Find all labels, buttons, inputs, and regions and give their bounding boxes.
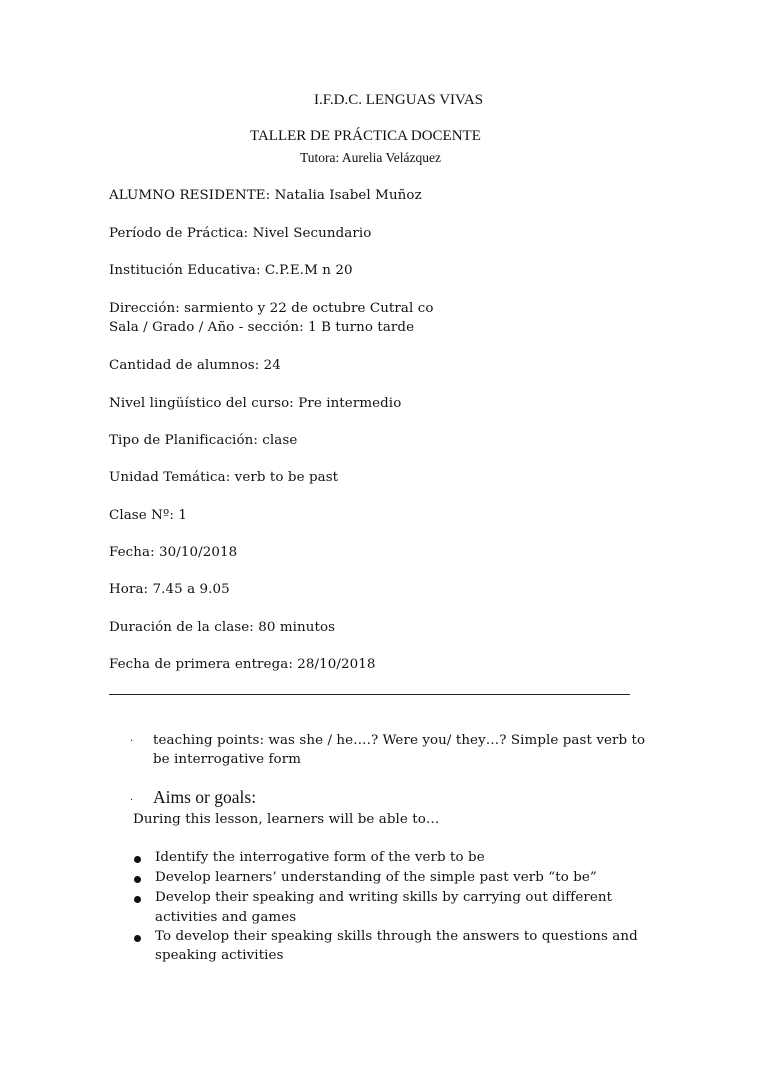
aim-item-3-line2: activities and games xyxy=(155,910,297,925)
aim-item-4-line2: speaking activities xyxy=(155,948,284,963)
teaching-points-line2: be interrogative form xyxy=(153,752,302,767)
aim-item-1: Identify the interrogative form of the verb to be xyxy=(155,850,485,865)
aim-item-4-line1: To develop their speaking skills through the answers to questions and xyxy=(155,929,638,944)
aim-item-3-line1: Develop their speaking and writing skills by carrying out different xyxy=(155,890,613,905)
teaching-points-line1: teaching points: was she / he….? Were you/ they…? Simple past verb to xyxy=(153,733,646,748)
fecha-entrega: Fecha de primera entrega: 28/10/2018 xyxy=(109,657,376,672)
periodo-practica: Período de Práctica: Nivel Secundario xyxy=(109,226,372,241)
aim-bullet-4 xyxy=(134,935,141,942)
aim-bullet-2 xyxy=(134,876,141,883)
sala-grado: Sala / Grado / Año - sección: 1 B turno tarde xyxy=(109,320,415,335)
tutor-line: Tutora: Aurelia Velázquez xyxy=(300,150,441,165)
aims-heading: Aims or goals: xyxy=(153,787,257,807)
tipo-planificacion: Tipo de Planificación: clase xyxy=(109,433,298,448)
workshop-title: TALLER DE PRÁCTICA DOCENTE xyxy=(250,128,481,144)
aim-item-2: Develop learners’ understanding of the simple past verb “to be” xyxy=(155,870,597,885)
aim-bullet-3 xyxy=(134,896,141,903)
alumno-residente: ALUMNO RESIDENTE: Natalia Isabel Muñoz xyxy=(109,188,422,203)
nivel-linguistico: Nivel lingüístico del curso: Pre intermedio xyxy=(109,396,402,411)
unidad-tematica: Unidad Temática: verb to be past xyxy=(109,470,339,485)
direccion: Dirección: sarmiento y 22 de octubre Cutral co xyxy=(109,301,434,316)
teaching-bullet: · xyxy=(130,736,134,747)
duracion: Duración de la clase: 80 minutos xyxy=(109,620,336,635)
aims-intro: During this lesson, learners will be able to… xyxy=(133,812,440,827)
clase-numero: Clase Nº: 1 xyxy=(109,508,187,523)
aim-bullet-1 xyxy=(134,856,141,863)
cantidad-alumnos: Cantidad de alumnos: 24 xyxy=(109,358,281,373)
fecha: Fecha: 30/10/2018 xyxy=(109,545,238,560)
horizontal-rule xyxy=(109,694,630,695)
hora: Hora: 7.45 a 9.05 xyxy=(109,582,230,597)
institution-title: I.F.D.C. LENGUAS VIVAS xyxy=(314,92,484,108)
aims-bullet: · xyxy=(130,795,134,806)
institucion-educativa: Institución Educativa: C.P.E.M n 20 xyxy=(109,263,353,278)
